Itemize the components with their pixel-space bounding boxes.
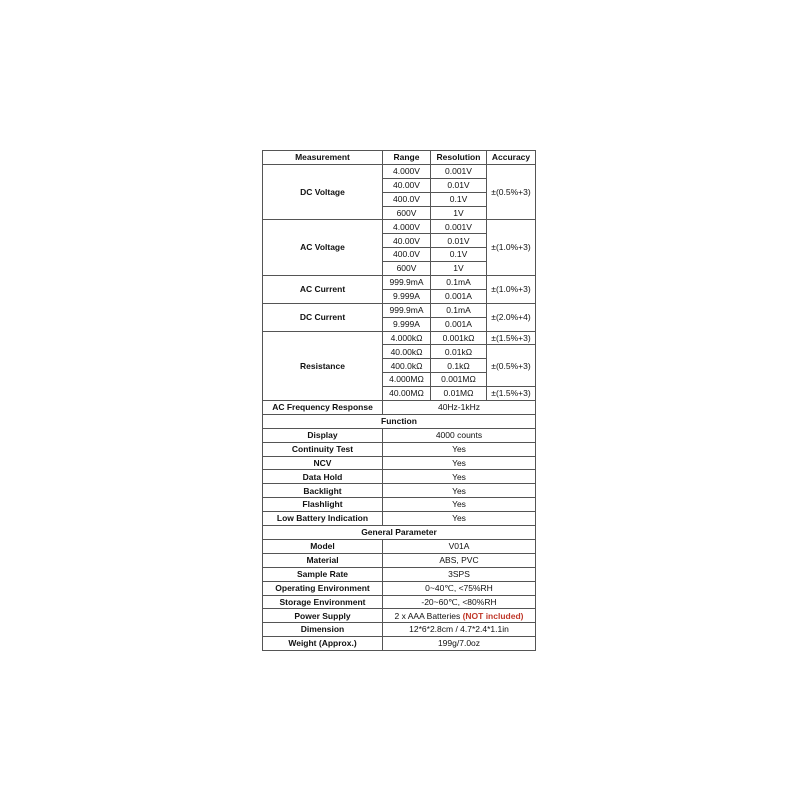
resolution-cell: 0.001MΩ xyxy=(431,373,487,387)
resolution-cell: 0.001A xyxy=(431,317,487,331)
function-row xyxy=(263,470,536,484)
param-label: Storage Environment xyxy=(263,595,383,609)
range-cell: 4.000MΩ xyxy=(383,373,431,387)
param-value-text: 2 x AAA Batteries xyxy=(394,610,463,621)
range-cell: 600V xyxy=(383,262,431,276)
range-cell: 400.0V xyxy=(383,192,431,206)
header-row xyxy=(263,151,536,165)
resolution-cell: 1V xyxy=(431,262,487,276)
resolution-cell: 0.01V xyxy=(431,234,487,248)
general-title-row xyxy=(263,526,536,540)
range-cell: 4.000V xyxy=(383,220,431,234)
measurement-row xyxy=(263,276,536,290)
param-value-text: -20~60℃, <80%RH xyxy=(421,596,497,607)
param-value-text: 0~40℃, <75%RH xyxy=(425,582,493,593)
resolution-cell: 0.001kΩ xyxy=(431,331,487,345)
general-row xyxy=(263,581,536,595)
param-value-text: 4000 counts xyxy=(435,430,483,440)
param-value-text: Yes xyxy=(452,471,466,482)
param-value-text: ABS, PVC xyxy=(439,555,479,566)
spec-table xyxy=(262,150,536,651)
general-row xyxy=(263,553,536,567)
function-row xyxy=(263,512,536,526)
function-row xyxy=(263,484,536,498)
general-title: General Parameter xyxy=(263,526,536,540)
param-value xyxy=(383,539,536,553)
function-title: Function xyxy=(263,414,536,428)
spec-sheet xyxy=(262,150,535,651)
resolution-cell: 1V xyxy=(431,206,487,220)
param-value-text: Yes xyxy=(452,457,466,468)
param-value-text: Yes xyxy=(452,443,466,454)
function-row xyxy=(263,428,536,442)
param-value xyxy=(383,637,536,651)
range-cell: 40.00V xyxy=(383,234,431,248)
resolution-cell: 0.1mA xyxy=(431,303,487,317)
range-cell: 40.00MΩ xyxy=(383,387,431,401)
param-value-text: 199g/7.0oz xyxy=(437,638,481,649)
param-value-text: Yes xyxy=(452,499,466,510)
header-accuracy: Accuracy xyxy=(487,151,536,165)
resolution-cell: 0.1V xyxy=(431,248,487,262)
param-label: Weight (Approx.) xyxy=(263,637,383,651)
frequency-value: 40Hz-1kHz xyxy=(383,401,536,415)
frequency-row xyxy=(263,401,536,415)
range-cell: 4.000V xyxy=(383,164,431,178)
function-row xyxy=(263,498,536,512)
range-cell: 4.000kΩ xyxy=(383,331,431,345)
param-value xyxy=(383,470,536,484)
param-label: Operating Environment xyxy=(263,581,383,595)
function-title-row xyxy=(263,414,536,428)
measurement-row xyxy=(263,220,536,234)
general-row xyxy=(263,609,536,623)
param-value xyxy=(383,512,536,526)
param-value xyxy=(383,498,536,512)
accuracy-cell: ±(0.5%+3) xyxy=(487,164,536,220)
range-cell: 400.0V xyxy=(383,248,431,262)
accuracy-cell: ±(1.0%+3) xyxy=(487,276,536,304)
param-label: Low Battery Indication xyxy=(263,512,383,526)
range-cell: 400.0kΩ xyxy=(383,359,431,373)
param-value xyxy=(383,553,536,567)
resolution-cell: 0.001V xyxy=(431,220,487,234)
measurement-row xyxy=(263,164,536,178)
resolution-cell: 0.001V xyxy=(431,164,487,178)
param-value-text: V01A xyxy=(448,541,470,552)
param-label: Backlight xyxy=(263,484,383,498)
frequency-label: AC Frequency Response xyxy=(263,401,383,415)
range-cell: 999.9mA xyxy=(383,276,431,290)
param-label: Continuity Test xyxy=(263,442,383,456)
param-value xyxy=(383,581,536,595)
param-label: Dimension xyxy=(263,623,383,637)
param-label: Power Supply xyxy=(263,609,383,623)
param-value xyxy=(383,442,536,456)
general-row xyxy=(263,595,536,609)
range-cell: 9.999A xyxy=(383,289,431,303)
range-cell: 999.9mA xyxy=(383,303,431,317)
header-resolution: Resolution xyxy=(431,151,487,165)
measurement-name: AC Current xyxy=(263,276,383,304)
param-value-text: Yes xyxy=(452,485,466,496)
resolution-cell: 0.01kΩ xyxy=(431,345,487,359)
general-row xyxy=(263,567,536,581)
param-value xyxy=(383,623,536,637)
measurement-name: Resistance xyxy=(263,331,383,400)
param-label: Display xyxy=(263,428,383,442)
measurement-row xyxy=(263,303,536,317)
resolution-cell: 0.01MΩ xyxy=(431,387,487,401)
param-label: NCV xyxy=(263,456,383,470)
measurement-row xyxy=(263,331,536,345)
function-row xyxy=(263,456,536,470)
resolution-cell: 0.1mA xyxy=(431,276,487,290)
general-row xyxy=(263,637,536,651)
general-row xyxy=(263,623,536,637)
param-value xyxy=(383,595,536,609)
measurement-name: AC Voltage xyxy=(263,220,383,276)
spec-body xyxy=(263,164,536,650)
function-row xyxy=(263,442,536,456)
accuracy-cell: ±(2.0%+4) xyxy=(487,303,536,331)
param-value-text: Yes xyxy=(452,513,466,524)
general-row xyxy=(263,539,536,553)
param-value-text: 3SPS xyxy=(448,568,470,579)
param-value-text: 12*6*2.8cm / 4.7*2.4*1.1in xyxy=(409,624,509,635)
param-label: Model xyxy=(263,539,383,553)
header-measurement: Measurement xyxy=(263,151,383,165)
resolution-cell: 0.1V xyxy=(431,192,487,206)
accuracy-cell: ±(1.5%+3) xyxy=(487,387,536,401)
resolution-cell: 0.1kΩ xyxy=(431,359,487,373)
param-label: Data Hold xyxy=(263,470,383,484)
range-cell: 9.999A xyxy=(383,317,431,331)
resolution-cell: 0.001A xyxy=(431,289,487,303)
accuracy-cell: ±(1.5%+3) xyxy=(487,331,536,345)
param-value xyxy=(383,609,536,623)
accuracy-cell: ±(1.0%+3) xyxy=(487,220,536,276)
measurement-name: DC Voltage xyxy=(263,164,383,220)
param-value xyxy=(383,456,536,470)
range-cell: 40.00kΩ xyxy=(383,345,431,359)
resolution-cell: 0.01V xyxy=(431,178,487,192)
range-cell: 600V xyxy=(383,206,431,220)
param-label: Material xyxy=(263,553,383,567)
param-value xyxy=(383,567,536,581)
measurement-name: DC Current xyxy=(263,303,383,331)
param-label: Flashlight xyxy=(263,498,383,512)
param-value xyxy=(383,428,536,442)
param-label: Sample Rate xyxy=(263,567,383,581)
header-range: Range xyxy=(383,151,431,165)
range-cell: 40.00V xyxy=(383,178,431,192)
param-value xyxy=(383,484,536,498)
param-note: (NOT included) xyxy=(462,610,524,621)
accuracy-cell: ±(0.5%+3) xyxy=(487,345,536,387)
